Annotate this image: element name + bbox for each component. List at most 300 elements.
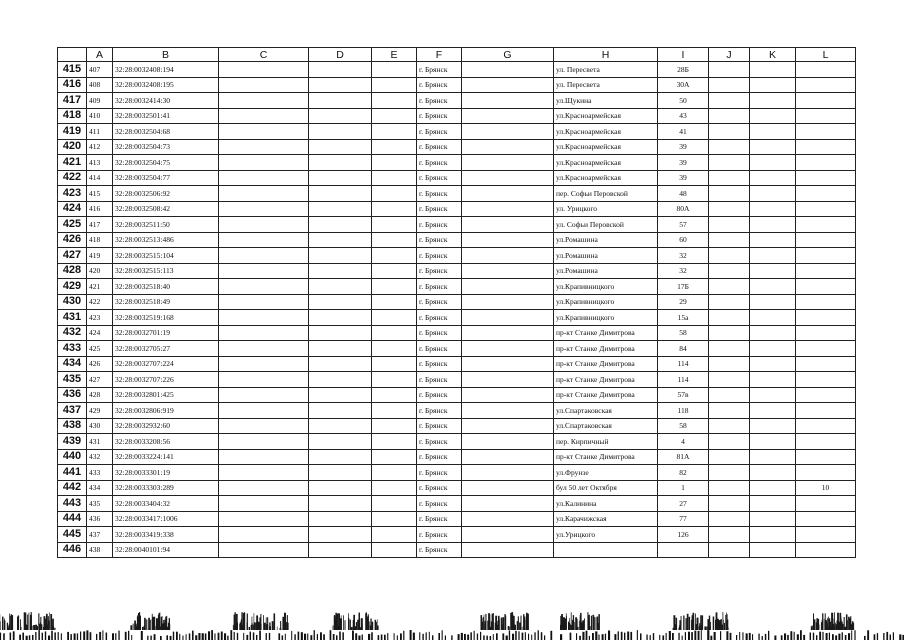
cell-f: г. Брянск (417, 496, 462, 512)
cell-l: 10 (796, 480, 856, 496)
cell-c (219, 496, 309, 512)
cell-g (462, 310, 554, 326)
cell-g (462, 325, 554, 341)
cell-h: ул. Пересвета (554, 77, 658, 93)
cell-i: 30А (658, 77, 709, 93)
cell-d (309, 325, 372, 341)
cell-j (709, 108, 750, 124)
cell-c (219, 263, 309, 279)
cell-d (309, 170, 372, 186)
cell-a: 428 (87, 387, 113, 403)
cell-c (219, 186, 309, 202)
cell-k (750, 279, 796, 295)
cell-a: 414 (87, 170, 113, 186)
row-number: 427 (58, 248, 87, 264)
cell-j (709, 527, 750, 543)
cell-k (750, 217, 796, 233)
cell-c (219, 542, 309, 558)
cell-e (372, 356, 417, 372)
table-row (58, 449, 856, 465)
cell-h: ул.Красноармейская (554, 155, 658, 171)
cell-d (309, 108, 372, 124)
cell-b: 32:28:0033208:56 (113, 434, 219, 450)
cell-a: 420 (87, 263, 113, 279)
column-header-h: H (554, 48, 658, 62)
cell-d (309, 341, 372, 357)
cell-j (709, 263, 750, 279)
cell-j (709, 217, 750, 233)
row-number: 433 (58, 341, 87, 357)
cell-g (462, 294, 554, 310)
cell-k (750, 434, 796, 450)
table-row (58, 356, 856, 372)
cell-j (709, 139, 750, 155)
cell-c (219, 62, 309, 78)
cell-c (219, 124, 309, 140)
table-row (58, 62, 856, 78)
cell-h: пр-кт Станке Димитрова (554, 325, 658, 341)
cell-g (462, 496, 554, 512)
cell-b: 32:28:0032519:168 (113, 310, 219, 326)
cell-c (219, 77, 309, 93)
cell-a: 421 (87, 279, 113, 295)
cell-j (709, 403, 750, 419)
cell-k (750, 356, 796, 372)
cell-h: ул.Щукина (554, 93, 658, 109)
cell-a: 426 (87, 356, 113, 372)
cell-f: г. Брянск (417, 418, 462, 434)
cell-k (750, 341, 796, 357)
cell-h: ул.Красноармейская (554, 108, 658, 124)
cell-c (219, 170, 309, 186)
cell-e (372, 403, 417, 419)
cell-d (309, 232, 372, 248)
cell-b: 32:28:0032504:75 (113, 155, 219, 171)
cell-g (462, 356, 554, 372)
table-row (58, 310, 856, 326)
cell-l (796, 62, 856, 78)
cell-i: 77 (658, 511, 709, 527)
cell-c (219, 434, 309, 450)
table-row (58, 294, 856, 310)
table-row (58, 77, 856, 93)
cell-j (709, 186, 750, 202)
cell-c (219, 341, 309, 357)
cell-l (796, 310, 856, 326)
cell-d (309, 480, 372, 496)
cell-a: 412 (87, 139, 113, 155)
row-number: 430 (58, 294, 87, 310)
cell-e (372, 496, 417, 512)
column-header-b: B (113, 48, 219, 62)
table-row (58, 93, 856, 109)
cell-i: 39 (658, 170, 709, 186)
cell-g (462, 108, 554, 124)
cell-l (796, 542, 856, 558)
cell-e (372, 341, 417, 357)
cell-l (796, 77, 856, 93)
cell-a: 408 (87, 77, 113, 93)
cell-d (309, 527, 372, 543)
cell-b: 32:28:0040101:94 (113, 542, 219, 558)
cell-l (796, 294, 856, 310)
row-number: 434 (58, 356, 87, 372)
cell-c (219, 387, 309, 403)
cell-f: г. Брянск (417, 279, 462, 295)
cell-g (462, 434, 554, 450)
cell-e (372, 139, 417, 155)
cell-j (709, 542, 750, 558)
cell-e (372, 201, 417, 217)
cell-d (309, 155, 372, 171)
column-header-a: A (87, 48, 113, 62)
cell-a: 419 (87, 248, 113, 264)
cell-g (462, 155, 554, 171)
row-number: 446 (58, 542, 87, 558)
cell-f: г. Брянск (417, 248, 462, 264)
cell-d (309, 263, 372, 279)
row-number: 440 (58, 449, 87, 465)
cell-j (709, 341, 750, 357)
cell-l (796, 201, 856, 217)
cell-k (750, 263, 796, 279)
cell-d (309, 217, 372, 233)
cell-b: 32:28:0033417:1006 (113, 511, 219, 527)
cell-g (462, 480, 554, 496)
row-number: 418 (58, 108, 87, 124)
cell-d (309, 449, 372, 465)
cell-b: 32:28:0032513:486 (113, 232, 219, 248)
row-number: 423 (58, 186, 87, 202)
cell-i: 84 (658, 341, 709, 357)
cell-a: 411 (87, 124, 113, 140)
cell-j (709, 480, 750, 496)
cell-f: г. Брянск (417, 77, 462, 93)
table-row (58, 387, 856, 403)
cell-j (709, 449, 750, 465)
cell-b: 32:28:0032515:113 (113, 263, 219, 279)
cell-e (372, 294, 417, 310)
cell-i: 32 (658, 248, 709, 264)
cell-k (750, 542, 796, 558)
row-number: 415 (58, 62, 87, 78)
cell-l (796, 387, 856, 403)
cell-h: пр-кт Станке Димитрова (554, 449, 658, 465)
cell-b: 32:28:0032707:224 (113, 356, 219, 372)
cell-h: ул. Урицкого (554, 201, 658, 217)
row-number: 431 (58, 310, 87, 326)
cell-h: пр-кт Станке Димитрова (554, 372, 658, 388)
cell-e (372, 449, 417, 465)
cell-k (750, 325, 796, 341)
cell-c (219, 449, 309, 465)
cell-k (750, 155, 796, 171)
table-row (58, 403, 856, 419)
cell-f: г. Брянск (417, 372, 462, 388)
cell-d (309, 310, 372, 326)
cell-b: 32:28:0032518:49 (113, 294, 219, 310)
cell-l (796, 527, 856, 543)
cell-c (219, 310, 309, 326)
cell-f: г. Брянск (417, 108, 462, 124)
cell-b: 32:28:0033224:141 (113, 449, 219, 465)
cell-i: 126 (658, 527, 709, 543)
cell-l (796, 418, 856, 434)
cell-e (372, 186, 417, 202)
cell-l (796, 496, 856, 512)
cell-g (462, 263, 554, 279)
cell-f: г. Брянск (417, 356, 462, 372)
cell-i: 4 (658, 434, 709, 450)
cell-l (796, 232, 856, 248)
cell-h: ул.Ромашина (554, 232, 658, 248)
column-header-row (58, 48, 856, 62)
cell-f: г. Брянск (417, 170, 462, 186)
cell-i: 114 (658, 372, 709, 388)
cell-l (796, 170, 856, 186)
cell-b: 32:28:0032504:77 (113, 170, 219, 186)
cell-h: ул.Крапивницкого (554, 279, 658, 295)
cell-a: 425 (87, 341, 113, 357)
cell-d (309, 186, 372, 202)
table-row (58, 279, 856, 295)
cell-a: 432 (87, 449, 113, 465)
cell-i: 58 (658, 325, 709, 341)
column-header-f: F (417, 48, 462, 62)
cell-d (309, 496, 372, 512)
cell-e (372, 93, 417, 109)
cell-i: 58 (658, 418, 709, 434)
cell-c (219, 201, 309, 217)
cell-f: г. Брянск (417, 434, 462, 450)
cell-i: 60 (658, 232, 709, 248)
cell-a: 422 (87, 294, 113, 310)
cell-j (709, 155, 750, 171)
corner-header (58, 48, 87, 62)
cell-h: ул.Урицкого (554, 527, 658, 543)
cell-e (372, 418, 417, 434)
cell-l (796, 217, 856, 233)
cell-i: 114 (658, 356, 709, 372)
cell-c (219, 511, 309, 527)
cell-c (219, 325, 309, 341)
cell-f: г. Брянск (417, 387, 462, 403)
cell-d (309, 434, 372, 450)
table-row (58, 217, 856, 233)
table-row (58, 124, 856, 140)
cell-h: пр-кт Станке Димитрова (554, 356, 658, 372)
table-row (58, 434, 856, 450)
cell-k (750, 387, 796, 403)
table-row (58, 372, 856, 388)
cell-h: ул. Пересвета (554, 62, 658, 78)
cell-f: г. Брянск (417, 62, 462, 78)
cell-b: 32:28:0032504:73 (113, 139, 219, 155)
cell-d (309, 387, 372, 403)
row-number: 425 (58, 217, 87, 233)
cell-j (709, 62, 750, 78)
cell-l (796, 155, 856, 171)
cell-e (372, 62, 417, 78)
cell-d (309, 77, 372, 93)
cell-l (796, 511, 856, 527)
cell-k (750, 372, 796, 388)
cell-l (796, 434, 856, 450)
cell-h: ул.Карачижская (554, 511, 658, 527)
cell-d (309, 279, 372, 295)
row-number: 437 (58, 403, 87, 419)
row-number: 428 (58, 263, 87, 279)
row-number: 426 (58, 232, 87, 248)
cell-g (462, 248, 554, 264)
row-number: 432 (58, 325, 87, 341)
cell-j (709, 248, 750, 264)
cell-k (750, 465, 796, 481)
cell-l (796, 372, 856, 388)
cell-h: ул.Ромашина (554, 248, 658, 264)
column-header-d: D (309, 48, 372, 62)
cell-f: г. Брянск (417, 263, 462, 279)
cell-h: ул. Софьи Перовской (554, 217, 658, 233)
cell-e (372, 480, 417, 496)
cell-i: 81А (658, 449, 709, 465)
cell-e (372, 108, 417, 124)
cell-a: 407 (87, 62, 113, 78)
cell-l (796, 356, 856, 372)
table-row (58, 186, 856, 202)
cell-l (796, 248, 856, 264)
cell-f: г. Брянск (417, 403, 462, 419)
cell-c (219, 403, 309, 419)
cell-h: ул.Спартаковская (554, 403, 658, 419)
cell-b: 32:28:0032408:195 (113, 77, 219, 93)
cell-b: 32:28:0032518:40 (113, 279, 219, 295)
cell-b: 32:28:0033301:19 (113, 465, 219, 481)
cell-k (750, 124, 796, 140)
cell-i: 1 (658, 480, 709, 496)
cell-d (309, 356, 372, 372)
cell-f: г. Брянск (417, 124, 462, 140)
cell-b: 32:28:0033303:289 (113, 480, 219, 496)
cell-k (750, 186, 796, 202)
cell-k (750, 527, 796, 543)
table-row (58, 542, 856, 558)
table-row (58, 155, 856, 171)
cell-l (796, 263, 856, 279)
row-number: 443 (58, 496, 87, 512)
cell-e (372, 511, 417, 527)
cell-j (709, 77, 750, 93)
table-row (58, 325, 856, 341)
cell-i: 39 (658, 139, 709, 155)
cell-e (372, 263, 417, 279)
cell-l (796, 139, 856, 155)
cell-i: 29 (658, 294, 709, 310)
cell-l (796, 325, 856, 341)
cell-k (750, 77, 796, 93)
cell-k (750, 294, 796, 310)
cell-g (462, 372, 554, 388)
cell-f: г. Брянск (417, 139, 462, 155)
cell-i: 48 (658, 186, 709, 202)
cell-l (796, 403, 856, 419)
cell-l (796, 279, 856, 295)
cell-j (709, 418, 750, 434)
cell-l (796, 341, 856, 357)
cell-g (462, 77, 554, 93)
cell-b: 32:28:0033419:338 (113, 527, 219, 543)
cell-g (462, 449, 554, 465)
column-header-i: I (658, 48, 709, 62)
cell-a: 438 (87, 542, 113, 558)
cell-j (709, 434, 750, 450)
table-row (58, 108, 856, 124)
cell-j (709, 465, 750, 481)
row-number: 442 (58, 480, 87, 496)
cell-f: г. Брянск (417, 217, 462, 233)
cell-g (462, 403, 554, 419)
table-row (58, 170, 856, 186)
cell-e (372, 372, 417, 388)
cell-i: 82 (658, 465, 709, 481)
table-body (58, 62, 856, 558)
cell-g (462, 527, 554, 543)
row-number: 435 (58, 372, 87, 388)
cell-k (750, 170, 796, 186)
cell-g (462, 418, 554, 434)
cell-a: 409 (87, 93, 113, 109)
cell-g (462, 139, 554, 155)
cell-e (372, 170, 417, 186)
column-header-e: E (372, 48, 417, 62)
cell-d (309, 511, 372, 527)
row-number: 436 (58, 387, 87, 403)
cell-j (709, 201, 750, 217)
cell-h: ул.Ромашина (554, 263, 658, 279)
cell-c (219, 232, 309, 248)
cell-h (554, 542, 658, 558)
cell-a: 423 (87, 310, 113, 326)
cell-g (462, 201, 554, 217)
cell-h: пр-кт Станке Димитрова (554, 387, 658, 403)
table-row (58, 248, 856, 264)
cell-c (219, 527, 309, 543)
scan-edge-artifact (0, 596, 905, 640)
cell-j (709, 310, 750, 326)
cell-k (750, 62, 796, 78)
cell-j (709, 372, 750, 388)
cell-b: 32:28:0032511:50 (113, 217, 219, 233)
cell-k (750, 201, 796, 217)
cell-f: г. Брянск (417, 480, 462, 496)
cell-j (709, 170, 750, 186)
cell-j (709, 294, 750, 310)
column-header-k: K (750, 48, 796, 62)
table-row (58, 496, 856, 512)
cell-b: 32:28:0032501:41 (113, 108, 219, 124)
row-number: 441 (58, 465, 87, 481)
row-number: 445 (58, 527, 87, 543)
cell-a: 429 (87, 403, 113, 419)
cell-f: г. Брянск (417, 93, 462, 109)
cell-c (219, 465, 309, 481)
row-number: 420 (58, 139, 87, 155)
row-number: 417 (58, 93, 87, 109)
cell-e (372, 434, 417, 450)
cell-c (219, 356, 309, 372)
table-row (58, 341, 856, 357)
cell-j (709, 496, 750, 512)
